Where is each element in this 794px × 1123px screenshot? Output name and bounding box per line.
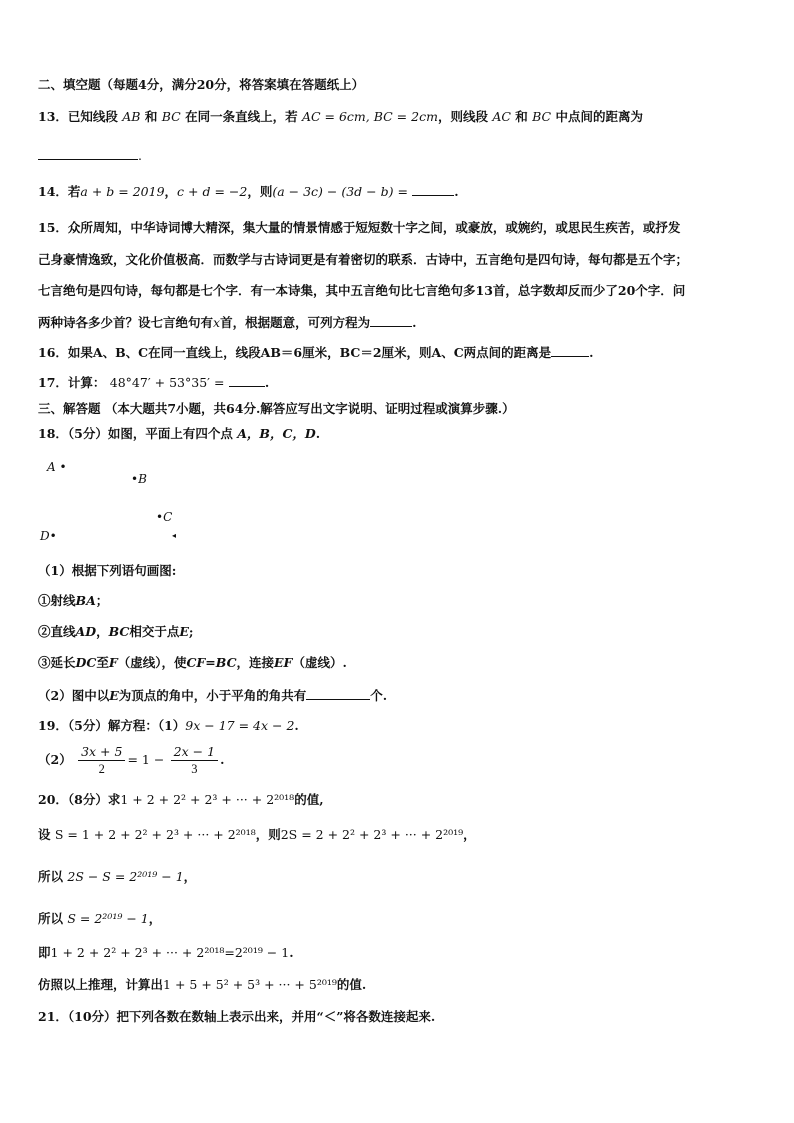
- question-15-line-2: 己身豪情逸致，文化价值极高．而数学与古诗词更是有着密切的联系．古诗中，五言绝句是四句诗，每句都是五个字；: [38, 252, 689, 267]
- q13-ac: AC: [492, 109, 511, 124]
- question-18: [38, 425, 320, 443]
- q20-sum: 1 + 2 + 2² + 2³ + ··· + 2²⁰¹⁸: [120, 792, 295, 807]
- q19-eq1-end: .: [294, 718, 299, 733]
- q20-l2e: ，: [463, 827, 476, 842]
- q19-head: 19．（5分）解方程：（1）: [38, 718, 186, 733]
- q20-l4c: ，: [148, 911, 162, 926]
- q17-number: 17．: [38, 375, 68, 390]
- q18-p2b: E: [109, 688, 119, 703]
- q20-l2b: S = 1 + 2 + 2² + 2³ + ··· + 2²⁰¹⁸: [54, 827, 256, 842]
- question-14: [38, 182, 459, 201]
- q14-pre: 若: [67, 184, 81, 199]
- q19-end: .: [220, 752, 225, 767]
- q18-s2f: E: [179, 624, 189, 639]
- q18-p2d: 个.: [370, 688, 388, 703]
- q13-text-d: 中点间的距离为: [555, 109, 643, 124]
- q13-condition: AC = 6cm, BC = 2cm: [301, 109, 438, 124]
- point-a-label: A: [47, 460, 56, 474]
- q18-s2e: 相交于点: [129, 624, 180, 639]
- q18-s3g: ，连接: [236, 655, 275, 670]
- q13-text-c: ，则线段: [437, 109, 488, 124]
- q18-step-3: [38, 654, 347, 672]
- q18-answer-blank[interactable]: [306, 686, 370, 700]
- point-d-label: D: [40, 529, 50, 543]
- question-17: [38, 373, 269, 392]
- question-19: [38, 717, 299, 735]
- q16-text: 如果A、B、C在同一直线上，线段AB＝6厘米，BC＝2厘米，则A、C两点间的距离是: [67, 345, 552, 360]
- q20-l5c: .: [289, 945, 294, 960]
- q18-part-1-title: （1）根据下列语句画图:: [38, 563, 177, 578]
- q16-number: 16．: [38, 345, 68, 360]
- q18-s3b: DC: [75, 655, 97, 670]
- q14-number: 14．: [38, 184, 68, 199]
- q20-line-2: [38, 826, 476, 844]
- question-20: [38, 791, 324, 809]
- q15-number: 15．: [38, 220, 68, 235]
- q18-s1b: BA: [75, 593, 96, 608]
- q14-expr-2: c + d = −2: [177, 184, 248, 199]
- q13-bc-2: BC: [532, 109, 552, 124]
- q20-l2c: ，则: [255, 827, 281, 842]
- q14-answer-blank[interactable]: [412, 182, 454, 196]
- q18-s3a: ③延长: [38, 655, 76, 670]
- q18-step-1: [38, 592, 108, 610]
- q19-fraction-1: [78, 744, 125, 777]
- q13-number: 13．: [38, 109, 68, 124]
- q18-s3e: （虚线），使: [117, 655, 187, 670]
- q15-text-1: 众所周知，中华诗词博大精深，集大量的情景情感于短短数十字之间，或豪放，或婉约，或思民生疾苦，或抒发: [67, 220, 681, 235]
- q18-s2g: ;: [188, 624, 194, 639]
- q20-l6c: 的值.: [336, 977, 367, 992]
- q17-expression: 48°47′ + 53°35′ =: [109, 375, 225, 390]
- q20-tail: 的值,: [294, 792, 324, 807]
- q18-s3i: （虚线）.: [292, 655, 347, 670]
- question-15-line-1: [38, 219, 680, 237]
- q20-l4a: 所以: [38, 911, 64, 926]
- q18-s3h: EF: [274, 655, 293, 670]
- q18-part-2: [38, 686, 387, 705]
- q13-text-b: 在同一条直线上，若: [185, 109, 298, 124]
- q18-end: .: [315, 426, 321, 441]
- point-d: [40, 529, 57, 543]
- q18-p2c: 为顶点的角中，小于平角的角共有: [118, 688, 307, 703]
- question-15-line-4: [38, 313, 416, 332]
- question-13: [38, 108, 643, 126]
- q13-end: .: [138, 148, 142, 163]
- q14-expr-3: (a − 3c) − (3d − b) =: [272, 184, 408, 199]
- section-3-title: 三、解答题 （本大题共7小题，共64分.解答应写出文字说明、证明过程或演算步骤.）: [38, 401, 515, 416]
- q13-bc: BC: [161, 109, 181, 124]
- q15-var-x: x: [213, 315, 221, 330]
- q20-l4b: S = 2²⁰¹⁹ − 1: [67, 911, 149, 926]
- q17-pre: 计算：: [67, 375, 106, 390]
- q20-l6b: 1 + 5 + 5² + 5³ + ··· + 5²⁰¹⁹: [163, 977, 337, 992]
- question-15-line-3: 七言绝句是四句诗，每句都是七个字．有一本诗集，其中五言绝句比七言绝句多13首，总字数却反而少了20个字．问: [38, 283, 686, 298]
- q18-s3f: CF=BC: [186, 655, 237, 670]
- q19-middle: = 1 −: [127, 752, 165, 767]
- q18-s2c: ，: [96, 624, 109, 639]
- q18-s1c: ；: [95, 593, 109, 608]
- point-c: [156, 510, 172, 524]
- q20-l6a: 仿照以上推理，计算出: [38, 977, 164, 992]
- q18-s3d: F: [108, 655, 118, 670]
- q20-l3c: ，: [183, 869, 197, 884]
- q18-points: A，B，C，D: [237, 426, 316, 441]
- small-arrow-mark: ◂: [172, 531, 177, 540]
- q16-end: .: [589, 345, 594, 360]
- q17-end: .: [264, 375, 270, 390]
- q20-line-4: [38, 910, 161, 928]
- q19-part-2-label: （2）: [38, 752, 72, 767]
- question-16: [38, 343, 594, 362]
- point-c-dot: •: [156, 510, 164, 524]
- q13-and: 和: [144, 109, 158, 124]
- q20-line-6: [38, 976, 366, 994]
- q14-mid: ，则: [247, 184, 273, 199]
- q19-denominator-1: 2: [98, 762, 105, 776]
- q19-part-2: [38, 744, 224, 777]
- q18-s2d: BC: [108, 624, 130, 639]
- q16-answer-blank[interactable]: [551, 343, 589, 357]
- q18-p2a: （2）图中以: [38, 688, 110, 703]
- q19-numerator-1: 3x + 5: [78, 744, 125, 761]
- point-a-dot: •: [59, 460, 67, 474]
- q19-fraction-2: [171, 744, 218, 777]
- q18-s2b: AD: [75, 624, 97, 639]
- q19-numerator-2: 2x − 1: [171, 744, 218, 761]
- q15-text-4a: 两种诗各多少首？设七言绝句有: [38, 315, 214, 330]
- q15-answer-blank[interactable]: [370, 313, 412, 327]
- q20-l3b: 2S − S = 2²⁰¹⁹ − 1: [67, 869, 184, 884]
- q19-denominator-2: 3: [191, 762, 198, 776]
- q20-line-3: [38, 868, 196, 886]
- q14-sep: ，: [164, 184, 178, 199]
- q20-l5b: 1 + 2 + 2² + 2³ + ··· + 2²⁰¹⁸=2²⁰¹⁹ − 1: [50, 945, 290, 960]
- q19-equation-1: 9x − 17 = 4x − 2: [185, 718, 295, 733]
- q15-end: .: [412, 315, 417, 330]
- q13-and-2: 和: [515, 109, 528, 124]
- point-b-label: B: [138, 472, 147, 486]
- q20-head: 20．（8分）求: [38, 792, 121, 807]
- q20-l2a: 设: [38, 827, 51, 842]
- q13-answer-blank[interactable]: [38, 146, 138, 160]
- q20-l3a: 所以: [38, 869, 64, 884]
- section-2-title: 二、填空题（每题4分，满分20分，将答案填在答题纸上）: [38, 77, 365, 92]
- q13-text-a: 已知线段: [67, 109, 118, 124]
- q13-ab: AB: [122, 109, 141, 124]
- q13-answer-line: [38, 146, 142, 165]
- q18-step-2: [38, 623, 194, 641]
- point-c-label: C: [163, 510, 173, 524]
- q17-answer-blank[interactable]: [229, 373, 265, 387]
- q20-line-5: [38, 944, 294, 962]
- q14-expr-1: a + b = 2019: [80, 184, 165, 199]
- q20-l5a: 即: [38, 945, 51, 960]
- q18-head: 18．（5分）如图，平面上有四个点: [38, 426, 233, 441]
- q18-s3c: 至: [96, 655, 109, 670]
- point-b-dot: •: [131, 472, 139, 486]
- point-b: [131, 472, 147, 486]
- question-21: 21．（10分）把下列各数在数轴上表示出来，并用“＜”将各数连接起来.: [38, 1009, 436, 1024]
- point-a: [47, 460, 67, 474]
- q14-end: .: [454, 184, 459, 199]
- q15-text-4b: 首，根据题意，可列方程为: [220, 315, 371, 330]
- point-d-dot: •: [49, 529, 57, 543]
- q18-s1a: ①射线: [38, 593, 76, 608]
- q20-l2d: 2S = 2 + 2² + 2³ + ··· + 2²⁰¹⁹: [280, 827, 464, 842]
- q18-s2a: ②直线: [38, 624, 76, 639]
